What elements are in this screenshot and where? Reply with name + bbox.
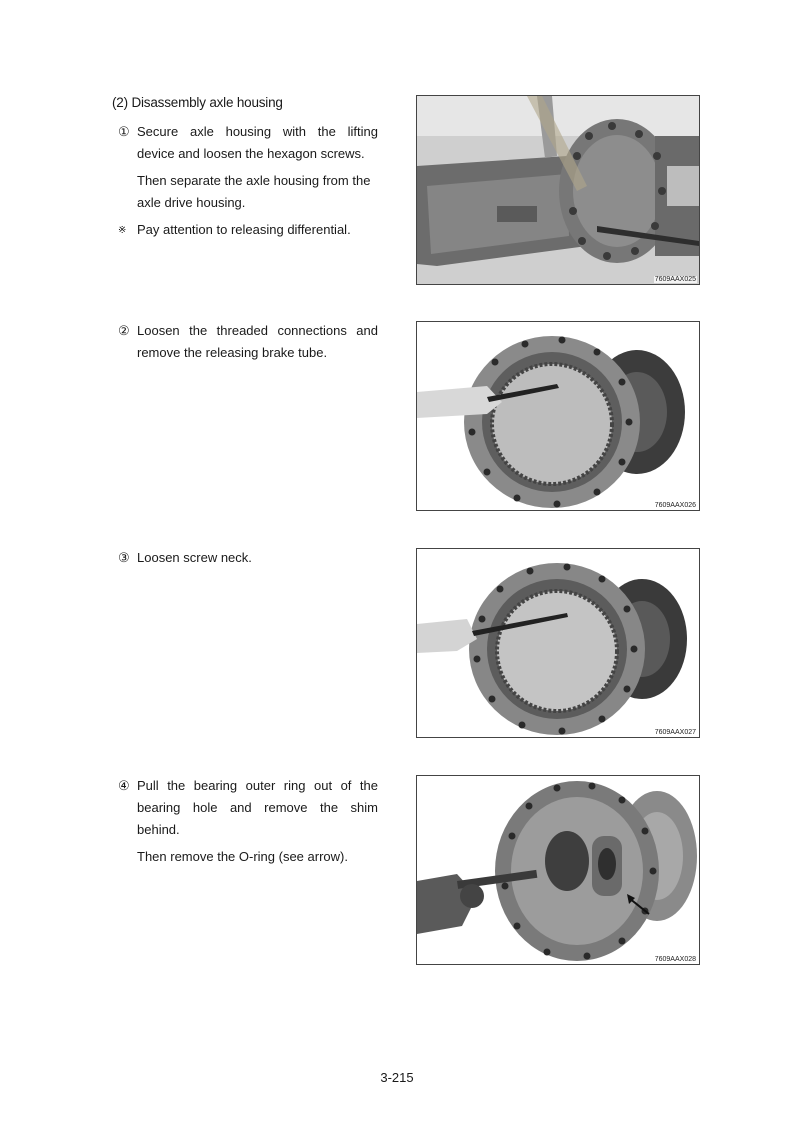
axle-housing-photo [417, 96, 699, 284]
step-extra-text: Then remove the O-ring (see arrow). [137, 849, 348, 864]
screw-neck-photo [417, 549, 699, 737]
step-note [118, 219, 378, 242]
figure-code: 7609AAX026 [654, 502, 696, 509]
step-number: ④ [118, 778, 130, 793]
figure-photo-1 [416, 95, 700, 285]
step-number: ③ [118, 550, 130, 565]
section-heading: (2) Disassembly axle housing [112, 95, 283, 110]
page-number: 3-215 [380, 1070, 414, 1085]
step-2 [118, 320, 378, 364]
step-text: Pull the bearing outer ring out of the bearing hole and remove the shim behind. [137, 778, 378, 837]
step-extra-text: Then separate the axle housing from the axle drive housing. [137, 173, 371, 210]
bearing-ring-photo [417, 776, 699, 964]
figure-photo-4 [416, 775, 700, 965]
step-4 [118, 775, 378, 868]
step-text: Secure axle housing with the lifting device and loosen the hexagon screws. [137, 124, 378, 161]
step-number: ② [118, 323, 130, 338]
figure-code: 7609AAX025 [654, 276, 696, 283]
step-number: ① [118, 124, 130, 139]
figure-code: 7609AAX027 [654, 729, 696, 736]
step-text: Loosen screw neck. [137, 550, 252, 565]
step-text: Loosen the threaded connections and remove the releasing brake tube. [137, 323, 378, 360]
step-1 [118, 121, 378, 242]
figure-code: 7609AAX028 [654, 956, 696, 963]
step-3 [118, 547, 378, 569]
note-text: Pay attention to releasing differential. [137, 222, 351, 237]
brake-housing-photo [417, 322, 699, 510]
figure-photo-3 [416, 548, 700, 738]
note-mark: ※ [118, 225, 127, 236]
figure-photo-2 [416, 321, 700, 511]
